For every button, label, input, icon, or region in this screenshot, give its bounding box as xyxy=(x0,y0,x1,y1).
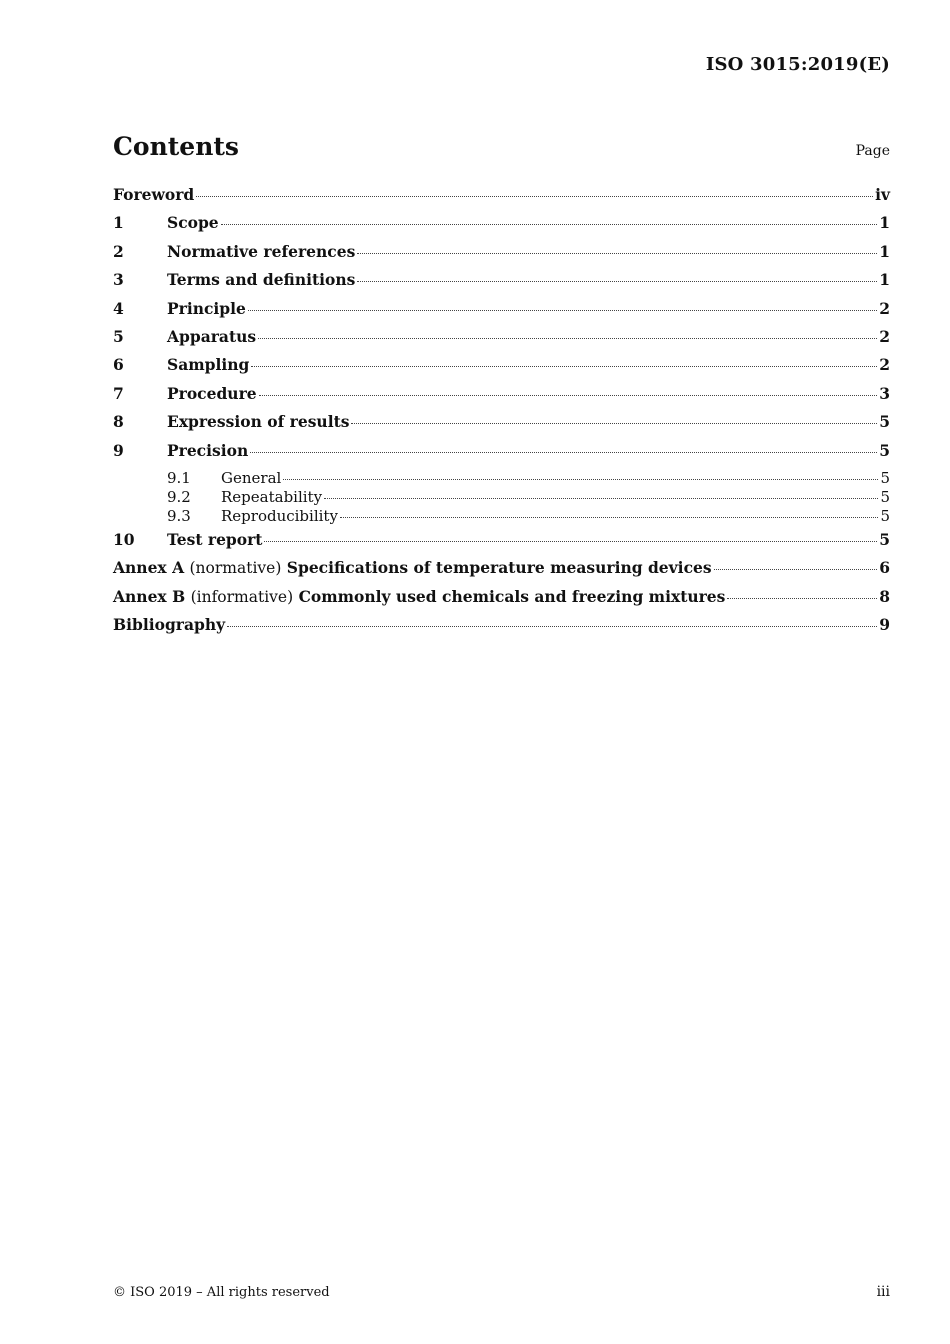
toc-entry-number: 9.2 xyxy=(167,487,191,506)
toc-entry-number: 6 xyxy=(113,355,124,375)
page-column-label: Page xyxy=(855,143,890,159)
toc-heading: Contents xyxy=(113,132,240,161)
toc-entry-page: 5 xyxy=(879,412,890,432)
toc-entry-page: 5 xyxy=(880,468,890,487)
leader-dots xyxy=(340,517,879,518)
footer-copyright: © ISO 2019 – All rights reserved xyxy=(113,1285,330,1300)
table-of-contents xyxy=(113,185,890,643)
toc-entry-page: 5 xyxy=(879,440,890,460)
leader-dots xyxy=(714,569,878,570)
leader-dots xyxy=(250,452,877,453)
toc-entry-page: 1 xyxy=(879,270,890,290)
toc-entry-apparatus[interactable] xyxy=(113,327,890,355)
toc-entry-scope[interactable] xyxy=(113,213,890,241)
toc-entry-number: 9.3 xyxy=(167,506,191,525)
toc-entry-title: Apparatus xyxy=(167,326,257,346)
toc-subentry-general[interactable] xyxy=(113,469,890,488)
toc-subentry-repeatability[interactable] xyxy=(113,488,890,507)
leader-dots xyxy=(357,253,877,254)
toc-entry-title: Normative references xyxy=(167,241,356,261)
toc-entry-number: 10 xyxy=(113,529,135,549)
toc-entry-page: 2 xyxy=(879,326,890,346)
toc-entry-page: iv xyxy=(875,185,890,204)
toc-entry-number: 9 xyxy=(113,440,124,460)
toc-entry-terms-and-definitions[interactable] xyxy=(113,270,890,298)
leader-dots xyxy=(324,498,878,499)
leader-dots xyxy=(351,423,877,424)
toc-entry-page: 9 xyxy=(879,615,890,635)
toc-entry-page: 2 xyxy=(879,298,890,318)
leader-dots xyxy=(258,338,877,339)
leader-dots xyxy=(227,626,877,627)
toc-entry-page: 8 xyxy=(879,586,890,606)
toc-entry-number: 5 xyxy=(113,326,124,346)
annex-label: Annex B xyxy=(113,586,186,606)
toc-entry-title: Terms and definitions xyxy=(167,270,356,290)
document-id: ISO 3015:2019(E) xyxy=(705,54,890,75)
toc-entry-title: General xyxy=(221,468,282,487)
toc-entry-number: 7 xyxy=(113,383,124,403)
toc-entry-page: 3 xyxy=(879,383,890,403)
toc-entry-procedure[interactable] xyxy=(113,384,890,412)
toc-entry-sampling[interactable] xyxy=(113,355,890,383)
leader-dots xyxy=(727,598,877,599)
toc-entry-title: Expression of results xyxy=(167,412,350,432)
toc-entry-title: Test report xyxy=(167,529,263,549)
toc-subentry-reproducibility[interactable] xyxy=(113,507,890,526)
toc-entry-page: 5 xyxy=(880,487,890,506)
toc-entry-number: 4 xyxy=(113,298,124,318)
leader-dots xyxy=(283,479,878,480)
toc-entry-page: 1 xyxy=(879,213,890,233)
toc-entry-number: 3 xyxy=(113,270,124,290)
toc-entry-principle[interactable] xyxy=(113,299,890,327)
toc-entry-precision[interactable] xyxy=(113,441,890,469)
toc-entry-page: 6 xyxy=(879,558,890,578)
annex-qualifier: (informative) xyxy=(190,587,294,606)
toc-entry-number: 8 xyxy=(113,412,124,432)
toc-entry-title: Precision xyxy=(167,440,249,460)
toc-entry-annex-a[interactable] xyxy=(113,558,890,586)
toc-entry-normative-references[interactable] xyxy=(113,242,890,270)
toc-entry-title: Reproducibility xyxy=(221,506,338,525)
annex-title: Specifications of temperature measuring devices xyxy=(286,558,712,578)
leader-dots xyxy=(248,310,877,311)
toc-entry-title: Bibliography xyxy=(113,615,226,635)
leader-dots xyxy=(251,366,877,367)
leader-dots xyxy=(196,196,873,197)
leader-dots xyxy=(264,541,877,542)
toc-entry-title: Procedure xyxy=(167,383,257,403)
toc-entry-annex-b[interactable] xyxy=(113,587,890,615)
toc-entry-title: Principle xyxy=(167,298,246,318)
toc-entry-page: 5 xyxy=(880,506,890,525)
toc-entry-title: Sampling xyxy=(167,355,250,375)
annex-qualifier: (normative) xyxy=(189,559,282,578)
toc-entry-title: Repeatability xyxy=(221,487,323,506)
toc-entry-foreword[interactable] xyxy=(113,185,890,213)
toc-entry-expression-of-results[interactable] xyxy=(113,412,890,440)
toc-entry-title: Scope xyxy=(167,213,219,233)
toc-entry-title xyxy=(113,558,712,577)
toc-entry-test-report[interactable] xyxy=(113,530,890,558)
toc-entry-page: 2 xyxy=(879,355,890,375)
toc-entry-title: Foreword xyxy=(113,185,195,204)
toc-entry-number: 2 xyxy=(113,241,124,261)
toc-entry-number: 1 xyxy=(113,213,124,233)
toc-entry-number: 9.1 xyxy=(167,468,191,487)
footer-page-number: iii xyxy=(876,1284,890,1300)
leader-dots xyxy=(259,395,878,396)
annex-title: Commonly used chemicals and freezing mixtures xyxy=(298,586,726,606)
leader-dots xyxy=(357,281,877,282)
leader-dots xyxy=(221,224,878,225)
toc-entry-title xyxy=(113,587,725,606)
toc-entry-bibliography[interactable] xyxy=(113,615,890,643)
toc-entry-page: 1 xyxy=(879,241,890,261)
annex-label: Annex A xyxy=(113,558,185,578)
toc-entry-page: 5 xyxy=(879,529,890,549)
